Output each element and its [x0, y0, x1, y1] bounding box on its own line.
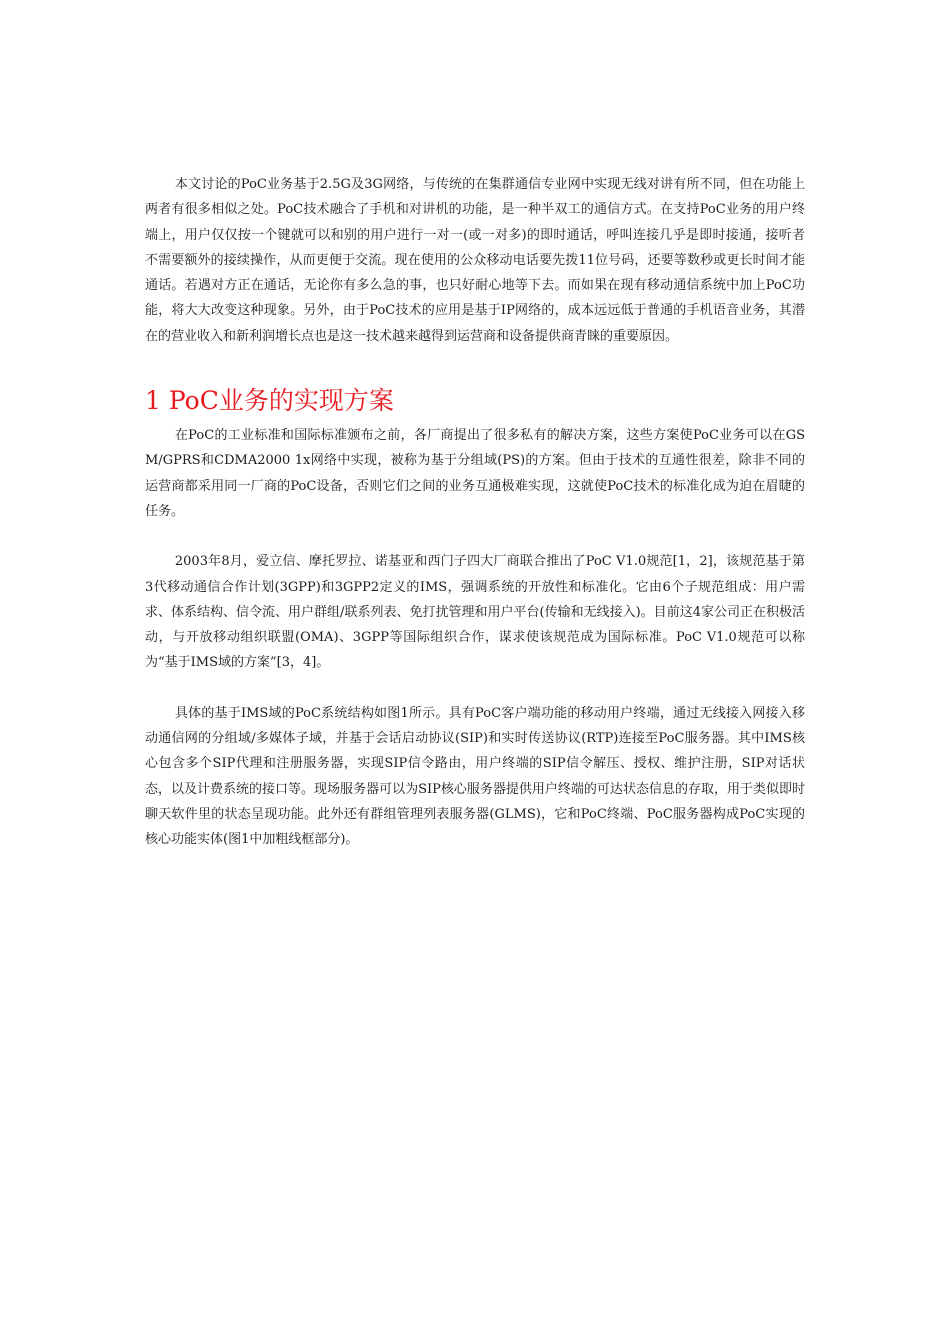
section-paragraph-1: 在PoC的工业标准和国际标准颁布之前，各厂商提出了很多私有的解决方案，这些方案使PoC业务可以在GSM/GPRS和CDMA2000 1x网络中实现，被称为基于分组域(PS)的方案。但由于技术的互通性很差，除非不同的运营商都采用同一厂商的PoC设备，否则它们之间的业务互通极难实现，这就使PoC技术的标准化成为迫在眉睫的任务。	[145, 428, 805, 519]
section-heading: 1 PoC业务的实现方案	[145, 386, 394, 416]
section-paragraph-3: 具体的基于IMS域的PoC系统结构如图1所示。具有PoC客户端功能的移动用户终端，通过无线接入网接入移动通信网的分组域/多媒体子域，并基于会话启动协议(SIP)和实时传送协议(RTP)连接至PoC服务器。其中IMS核心包含多个SIP代理和注册服务器，实现SIP信令路由，用户终端的SIP信令解压、授权、维护注册，SIP对话状态，以及计费系统的接口等。现场服务器可以为SIP核心服务器提供用户终端的可达状态信息的存取，用于类似即时聊天软件里的状态呈现功能。此外还有群组管理列表服务器(GLMS)，它和PoC终端、PoC服务器构成PoC实现的核心功能实体(图1中加粗线框部分)。	[145, 705, 805, 848]
document-page	[145, 172, 805, 853]
section-paragraph-2: 2003年8月，爱立信、摩托罗拉、诺基亚和西门子四大厂商联合推出了PoC V1.0规范[1，2]，该规范基于第3代移动通信合作计划(3GPP)和3GPP2定义的IMS，强调系统的开放性和标准化。它由6个子规范组成：用户需求、体系结构、信令流、用户群组/联系列表、免打扰管理和用户平台(传输和无线接入)。目前这4家公司正在积极活动，与开放移动组织联盟(OMA)、3GPP等国际组织合作，谋求使该规范成为国际标准。PoC V1.0规范可以称为“基于IMS域的方案”[3，4]。	[145, 554, 805, 671]
intro-paragraph: 本文讨论的PoC业务基于2.5G及3G网络，与传统的在集群通信专业网中实现无线对讲有所不同，但在功能上两者有很多相似之处。PoC技术融合了手机和对讲机的功能，是一种半双工的通信方式。在支持PoC业务的用户终端上，用户仅仅按一个键就可以和别的用户进行一对一(或一对多)的即时通话，呼叫连接几乎是即时接通，接听者不需要额外的接续操作，从而更便于交流。现在使用的公众移动电话要先拨11位号码，还要等数秒或更长时间才能通话。若遇对方正在通话，无论你有多么急的事，也只好耐心地等下去。而如果在现有移动通信系统中加上PoC功能，将大大改变这种现象。另外，由于PoC技术的应用是基于IP网络的，成本远远低于普通的手机语音业务，其潜在的营业收入和新利润增长点也是这一技术越来越得到运营商和设备提供商青睐的重要原因。	[145, 177, 805, 344]
